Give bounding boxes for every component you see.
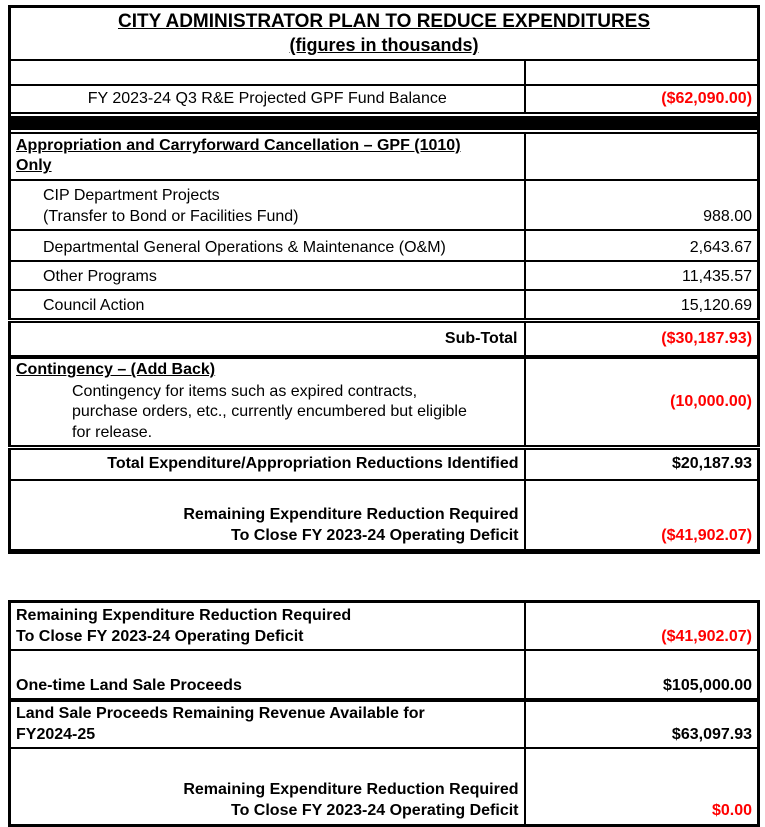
final-remaining-value: $0.00 xyxy=(525,748,759,826)
fund-balance-row xyxy=(10,85,759,113)
black-separator-cell xyxy=(10,113,759,133)
land-sale-proceeds-row xyxy=(10,650,759,700)
final-remaining-row xyxy=(10,748,759,826)
table-subtitle: (figures in thousands) xyxy=(289,35,479,56)
subtotal-value: ($30,187.93) xyxy=(525,321,759,358)
cip-projects-label: CIP Department Projects (Transfer to Bond or Facilities Fund) xyxy=(10,180,525,230)
table-row xyxy=(10,261,759,290)
black-separator-band xyxy=(11,116,757,130)
title-row xyxy=(10,7,759,61)
remaining-deficit-value: ($41,902.07) xyxy=(525,602,759,650)
remaining-reduction-row xyxy=(10,480,759,552)
appropriation-header-row xyxy=(10,133,759,180)
table-row xyxy=(10,290,759,321)
table-row xyxy=(10,230,759,261)
total-reductions-row xyxy=(10,448,759,481)
appropriation-header-line2: Only xyxy=(16,157,52,175)
contingency-label-cell xyxy=(10,357,525,447)
total-reductions-label: Total Expenditure/Appropriation Reductions Identified xyxy=(10,448,525,481)
appropriation-header-cell xyxy=(10,133,525,180)
contingency-row xyxy=(10,357,759,447)
remaining-reduction-value: ($41,902.07) xyxy=(525,480,759,552)
subtotal-label: Sub-Total xyxy=(10,321,525,358)
black-separator-row xyxy=(10,113,759,133)
general-om-label: Departmental General Operations & Maintenance (O&M) xyxy=(10,230,525,261)
title-cell xyxy=(10,7,759,61)
cip-projects-value: 988.00 xyxy=(525,180,759,230)
land-sale-table xyxy=(8,600,760,827)
land-sale-proceeds-value: $105,000.00 xyxy=(525,650,759,700)
appropriation-header-value-cell xyxy=(525,133,759,180)
council-action-value: 15,120.69 xyxy=(525,290,759,321)
council-action-label: Council Action xyxy=(10,290,525,321)
contingency-value: (10,000.00) xyxy=(525,357,759,447)
total-reductions-value: $20,187.93 xyxy=(525,448,759,481)
land-sale-remaining-row xyxy=(10,700,759,748)
expenditure-plan-table xyxy=(8,5,760,554)
appropriation-header-line1: Appropriation and Carryforward Cancellation – GPF (1010) xyxy=(16,136,461,154)
remaining-deficit-label: Remaining Expenditure Reduction Required To Close FY 2023-24 Operating Deficit xyxy=(10,602,525,650)
spacer-label-cell xyxy=(10,60,525,85)
remaining-deficit-row xyxy=(10,602,759,650)
contingency-description: Contingency for items such as expired contracts, purchase orders, etc., currently encumbered but eligible for release. xyxy=(72,382,467,441)
general-om-value: 2,643.67 xyxy=(525,230,759,261)
spacer-value-cell xyxy=(525,60,759,85)
other-programs-value: 11,435.57 xyxy=(525,261,759,290)
other-programs-label: Other Programs xyxy=(10,261,525,290)
table-title: CITY ADMINISTRATOR PLAN TO REDUCE EXPENDITURES xyxy=(117,11,651,32)
final-remaining-label: Remaining Expenditure Reduction Required To Close FY 2023-24 Operating Deficit xyxy=(10,748,525,826)
remaining-reduction-label: Remaining Expenditure Reduction Required To Close FY 2023-24 Operating Deficit xyxy=(10,480,525,552)
land-sale-remaining-value: $63,097.93 xyxy=(525,700,759,748)
land-sale-proceeds-label: One-time Land Sale Proceeds xyxy=(10,650,525,700)
contingency-header: Contingency – (Add Back) xyxy=(16,361,216,379)
subtotal-row xyxy=(10,321,759,358)
spacer-row xyxy=(10,60,759,85)
land-sale-remaining-label: Land Sale Proceeds Remaining Revenue Available for FY2024-25 xyxy=(10,700,525,748)
table-row xyxy=(10,180,759,230)
fund-balance-value: ($62,090.00) xyxy=(525,85,759,113)
fund-balance-label: FY 2023-24 Q3 R&E Projected GPF Fund Balance xyxy=(10,85,525,113)
